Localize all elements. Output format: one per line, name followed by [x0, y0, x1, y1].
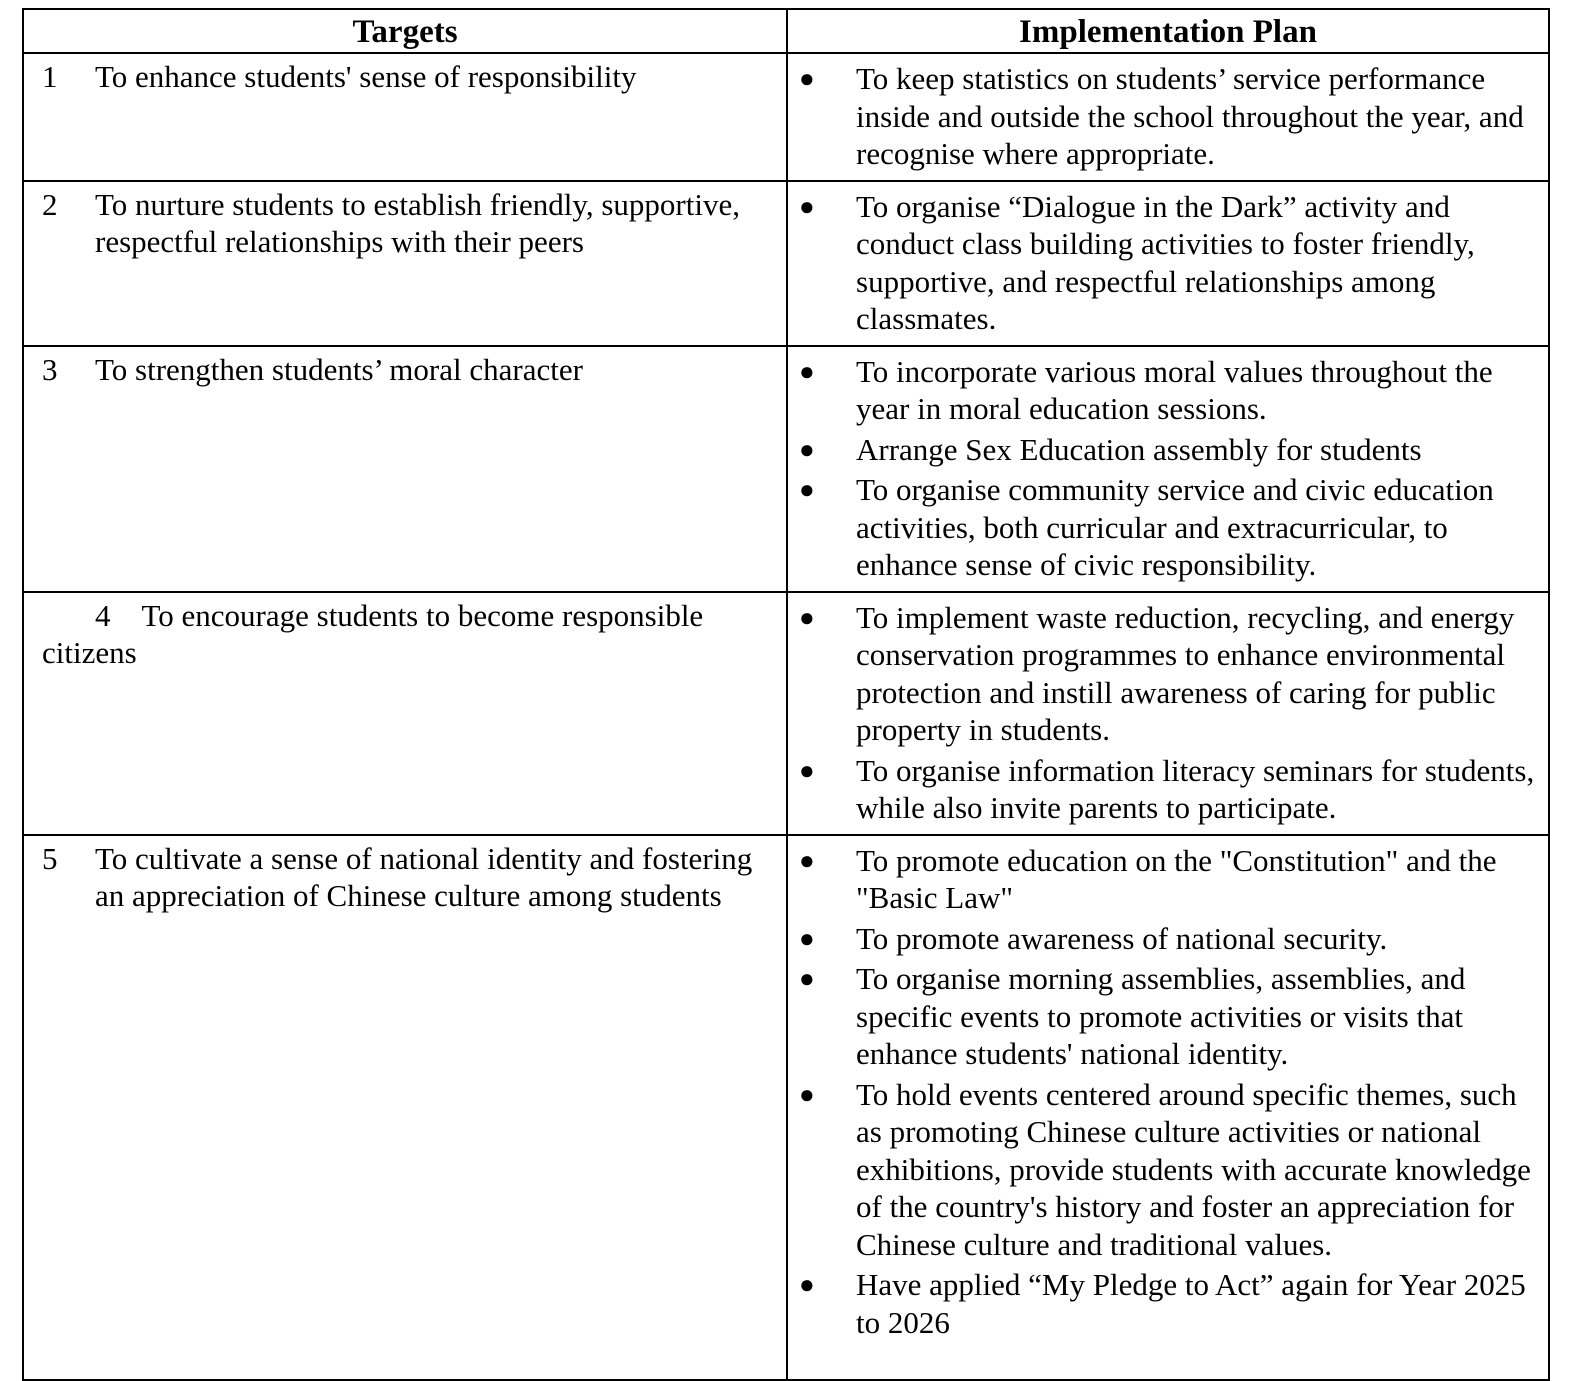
plan-item-text: To organise “Dialogue in the Dark” activity and conduct class building activities to foster friendly, supportive, and respectful relationships among classmates.	[856, 188, 1475, 336]
implementation-plan-header: Implementation Plan	[787, 9, 1549, 53]
plan-item-text: To organise information literacy seminars for students, while also invite parents to participate.	[856, 752, 1535, 825]
target-text: To strengthen students’ moral character	[95, 351, 583, 387]
plan-list	[788, 182, 1548, 345]
plan-list	[788, 593, 1548, 834]
plan-item-text: To promote education on the "Constitution" and the "Basic Law"	[856, 842, 1497, 915]
plan-item-text: To promote awareness of national security.	[856, 920, 1388, 956]
target-number: 5	[42, 840, 58, 876]
targets-plan-table	[22, 8, 1550, 1381]
plan-item	[788, 431, 1538, 469]
plan-item-text: To implement waste reduction, recycling, and energy conservation programmes to enhance environmental protection and instill awareness of caring for public property in students.	[856, 599, 1515, 747]
bullet-icon: ●	[799, 1079, 815, 1109]
plan-item-text: Arrange Sex Education assembly for students	[856, 431, 1422, 467]
plan-item	[788, 842, 1538, 917]
table-row	[23, 346, 1549, 592]
target-number: 3	[42, 351, 58, 387]
plan-item	[788, 188, 1538, 338]
bullet-icon: ●	[799, 755, 815, 785]
bullet-icon: ●	[799, 475, 815, 504]
target-number: 1	[42, 59, 58, 94]
plan-cell	[787, 346, 1549, 592]
table-row	[23, 53, 1549, 181]
bullet-icon: ●	[799, 845, 815, 875]
bullet-icon: ●	[799, 602, 815, 632]
bullet-icon: ●	[799, 923, 815, 953]
plan-item	[788, 353, 1538, 428]
plan-cell	[787, 835, 1549, 1380]
table-row	[23, 181, 1549, 346]
target-text: To enhance students' sense of responsibility	[95, 59, 637, 94]
bullet-icon: ●	[799, 434, 815, 464]
plan-cell	[787, 53, 1549, 181]
plan-item	[788, 752, 1538, 827]
plan-cell	[787, 181, 1549, 346]
bullet-icon: ●	[799, 64, 815, 93]
target-number: 2	[42, 186, 58, 222]
target-cell	[23, 53, 787, 181]
plan-item-text: To hold events centered around specific themes, such as promoting Chinese culture activities or national exhibitions, provide students with accurate knowledge of the country's history and foster an appreciation for Chinese culture and traditional values.	[856, 1076, 1531, 1262]
plan-item	[788, 920, 1538, 958]
bullet-icon: ●	[799, 191, 815, 221]
plan-cell	[787, 592, 1549, 835]
plan-item	[788, 60, 1538, 173]
plan-item	[788, 1266, 1538, 1341]
target-text: To nurture students to establish friendly, supportive, respectful relationships with their peers	[95, 186, 740, 259]
table-row	[23, 835, 1549, 1380]
target-cell	[23, 592, 787, 835]
target-cell	[23, 181, 787, 346]
table-row	[23, 592, 1549, 835]
plan-item	[788, 960, 1538, 1073]
target-text: To cultivate a sense of national identity and fostering an appreciation of Chinese culture among students	[95, 840, 753, 913]
plan-item-text: To organise morning assemblies, assemblies, and specific events to promote activities or visits that enhance students' national identity.	[856, 961, 1466, 1071]
target-cell	[23, 835, 787, 1380]
plan-list	[788, 836, 1548, 1349]
target-text	[42, 597, 772, 672]
plan-list	[788, 54, 1548, 180]
bullet-icon: ●	[799, 1270, 815, 1299]
plan-item-text: To organise community service and civic education activities, both curricular and extracurricular, to enhance sense of civic responsibility.	[856, 472, 1494, 582]
plan-item-text: To incorporate various moral values throughout the year in moral education sessions.	[856, 353, 1493, 426]
target-cell	[23, 346, 787, 592]
header-row	[23, 9, 1549, 53]
plan-list	[788, 347, 1548, 591]
plan-item	[788, 471, 1538, 584]
target-number: 4	[95, 597, 111, 633]
bullet-icon: ●	[799, 964, 815, 993]
targets-header: Targets	[23, 9, 787, 53]
target-text-content: To encourage students to become responsible citizens	[42, 597, 704, 670]
plan-item	[788, 1076, 1538, 1264]
plan-item-text: To keep statistics on students’ service performance inside and outside the school throughout the year, and recognise where appropriate.	[856, 61, 1524, 171]
bullet-icon: ●	[799, 356, 815, 386]
plan-item	[788, 599, 1538, 749]
plan-item-text: Have applied “My Pledge to Act” again for Year 2025 to 2026	[856, 1267, 1526, 1340]
